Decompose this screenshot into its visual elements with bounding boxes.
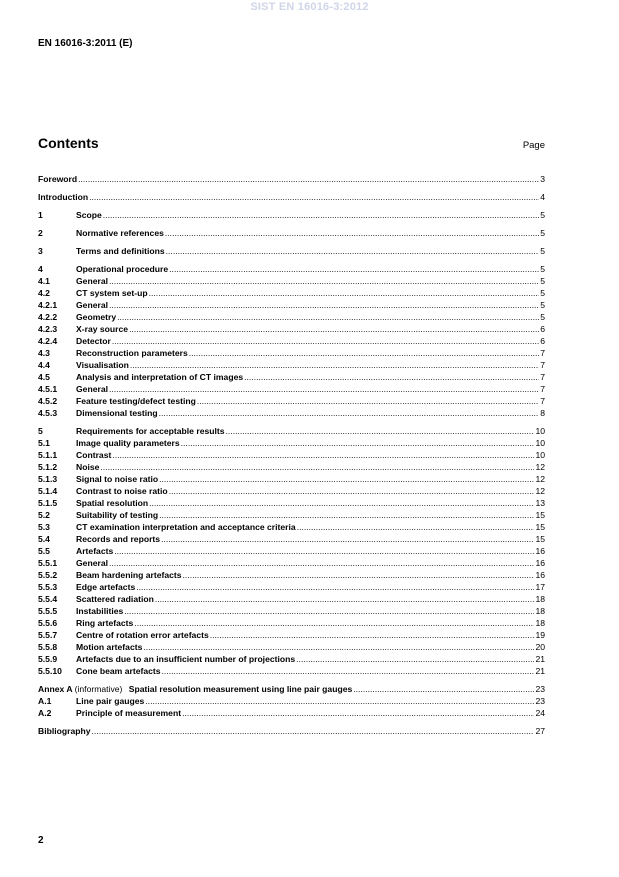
- toc-number: 5.3: [38, 522, 50, 532]
- toc-page: 15: [535, 510, 545, 520]
- toc-number: 4: [38, 264, 43, 274]
- toc-entry-1[interactable]: [38, 209, 545, 221]
- toc-leader-dots: [109, 383, 539, 395]
- toc-page: 18: [535, 594, 545, 604]
- toc-leader-dots: [297, 521, 535, 533]
- toc-title: Cone beam artefacts: [76, 666, 161, 676]
- document-id: EN 16016-3:2011 (E): [38, 38, 133, 49]
- toc-leader-dots: [112, 449, 534, 461]
- toc-page: 13: [535, 498, 545, 508]
- toc-title: Analysis and interpretation of CT images: [76, 372, 244, 382]
- toc-title: Line pair gauges: [76, 696, 145, 706]
- toc-page: 12: [535, 486, 545, 496]
- toc-number: 5.2: [38, 510, 50, 520]
- toc-page: 6: [540, 336, 545, 346]
- toc-entry-5-5-9[interactable]: [38, 653, 545, 665]
- toc-entry-5-2[interactable]: [38, 509, 545, 521]
- toc-number: 5.1: [38, 438, 50, 448]
- toc-leader-dots: [159, 407, 540, 419]
- toc-page: 27: [535, 726, 545, 736]
- toc-title: Signal to noise ratio: [76, 474, 159, 484]
- toc-entry-5-5-5[interactable]: [38, 605, 545, 617]
- toc-leader-dots: [161, 533, 534, 545]
- toc-number: 4.2: [38, 288, 50, 298]
- toc-number: 5.1.5: [38, 498, 58, 508]
- toc-entry-foreword[interactable]: [38, 173, 545, 185]
- toc-entry-a-1[interactable]: [38, 695, 545, 707]
- toc-number: 4.5.1: [38, 384, 58, 394]
- toc-number: 1: [38, 210, 43, 220]
- toc-page: 7: [540, 372, 545, 382]
- toc-leader-dots: [159, 509, 534, 521]
- toc-number: 5.5.7: [38, 630, 58, 640]
- toc-entry-5-5-8[interactable]: [38, 641, 545, 653]
- toc-page: 18: [535, 606, 545, 616]
- toc-entry-5-1-5[interactable]: [38, 497, 545, 509]
- toc-page: 5: [540, 210, 545, 220]
- toc-number: 4.2.2: [38, 312, 58, 322]
- toc-entry-4-2[interactable]: [38, 287, 545, 299]
- toc-title: Image quality parameters: [76, 438, 180, 448]
- toc-page: 8: [540, 408, 545, 418]
- toc-entry-bibliography[interactable]: [38, 725, 545, 737]
- toc-number: 5: [38, 426, 43, 436]
- toc-title: Requirements for acceptable results: [76, 426, 225, 436]
- toc-entry-4-1[interactable]: [38, 275, 545, 287]
- toc-number: 5.1.3: [38, 474, 58, 484]
- toc-page: 5: [540, 246, 545, 256]
- toc-entry-5-1[interactable]: [38, 437, 545, 449]
- toc-page: 5: [540, 276, 545, 286]
- toc-number: 5.5.8: [38, 642, 58, 652]
- toc-page: 5: [540, 312, 545, 322]
- toc-leader-dots: [145, 695, 534, 707]
- toc-entry-4-5-3[interactable]: [38, 407, 545, 419]
- toc-page: 23: [535, 696, 545, 706]
- toc-page: 16: [535, 558, 545, 568]
- toc-number: 4.1: [38, 276, 50, 286]
- toc-page: 5: [540, 264, 545, 274]
- toc-entry-5-5-10[interactable]: [38, 665, 545, 677]
- toc-title: Spatial resolution: [76, 498, 149, 508]
- toc-title: Ring artefacts: [76, 618, 134, 628]
- toc-leader-dots: [159, 473, 534, 485]
- toc-title: X-ray source: [76, 324, 129, 334]
- toc-title: Beam hardening artefacts: [76, 570, 182, 580]
- toc-title: Motion artefacts: [76, 642, 143, 652]
- toc-title: Detector: [76, 336, 111, 346]
- toc-entry-5-5-3[interactable]: [38, 581, 545, 593]
- toc-number: 4.5.3: [38, 408, 58, 418]
- toc-leader-dots: [89, 191, 539, 203]
- toc-title: Contrast to noise ratio: [76, 486, 168, 496]
- toc-number: 5.5: [38, 546, 50, 556]
- toc-leader-dots: [155, 593, 535, 605]
- toc-page: 19: [535, 630, 545, 640]
- toc-title: Principle of measurement: [76, 708, 182, 718]
- toc-leader-dots: [109, 275, 539, 287]
- toc-page: 21: [535, 654, 545, 664]
- toc-number: 5.1.1: [38, 450, 58, 460]
- toc-leader-dots: [182, 707, 534, 719]
- toc-leader-dots: [296, 653, 534, 665]
- toc-entry-a-2[interactable]: [38, 707, 545, 719]
- toc-title: Bibliography: [38, 726, 91, 736]
- toc-leader-dots: [100, 461, 534, 473]
- toc-entry-5-1-4[interactable]: [38, 485, 545, 497]
- toc-leader-dots: [183, 569, 535, 581]
- toc-number: A.1: [38, 696, 52, 706]
- toc-page: 16: [535, 546, 545, 556]
- toc-number: 5.4: [38, 534, 50, 544]
- toc-number: 3: [38, 246, 43, 256]
- toc-page: 24: [535, 708, 545, 718]
- toc-entry-5[interactable]: [38, 425, 545, 437]
- toc-leader-dots: [169, 263, 539, 275]
- toc-entry-4-5-2[interactable]: [38, 395, 545, 407]
- toc-page: 7: [540, 384, 545, 394]
- toc-entry-5-4[interactable]: [38, 533, 545, 545]
- toc-page: 23: [535, 684, 545, 694]
- toc-leader-dots: [210, 629, 535, 641]
- toc-number: 4.5: [38, 372, 50, 382]
- toc-number: 5.1.4: [38, 486, 58, 496]
- page-column-label: Page: [522, 140, 545, 151]
- toc-title: Scattered radiation: [76, 594, 154, 604]
- toc-title: Terms and definitions: [76, 246, 165, 256]
- toc-entry-4[interactable]: [38, 263, 545, 275]
- toc-page: 5: [540, 288, 545, 298]
- toc-leader-dots: [109, 299, 539, 311]
- page-number: 2: [38, 835, 44, 846]
- toc-number: A.2: [38, 708, 52, 718]
- toc-title: Scope: [76, 210, 102, 220]
- toc-title: Foreword: [38, 174, 78, 184]
- toc-entry-5-5-1[interactable]: [38, 557, 545, 569]
- toc-title: Records and reports: [76, 534, 161, 544]
- toc-title: General: [76, 558, 109, 568]
- toc-page: 21: [535, 666, 545, 676]
- toc-leader-dots: [114, 545, 534, 557]
- toc-entry-2[interactable]: [38, 227, 545, 239]
- toc-leader-dots: [112, 335, 539, 347]
- toc-leader-dots: [124, 605, 534, 617]
- toc-number: 5.5.9: [38, 654, 58, 664]
- toc-title: Geometry: [76, 312, 117, 322]
- toc-number: 2: [38, 228, 43, 238]
- toc-title: Contrast: [76, 450, 112, 460]
- toc-title: Suitability of testing: [76, 510, 159, 520]
- toc-leader-dots: [162, 665, 535, 677]
- toc-page: 5: [540, 300, 545, 310]
- toc-leader-dots: [353, 683, 534, 695]
- toc-page: 18: [535, 618, 545, 628]
- annex-title: Spatial resolution measurement using line pair gauges: [128, 684, 353, 694]
- toc-title: Reconstruction parameters: [76, 348, 188, 358]
- watermark: SIST EN 16016-3:2012: [250, 1, 369, 13]
- toc-entry-4-4[interactable]: [38, 359, 545, 371]
- toc-page: 4: [540, 192, 545, 202]
- toc-leader-dots: [136, 581, 534, 593]
- annex-label: Annex A: [38, 684, 73, 694]
- toc-leader-dots: [149, 287, 540, 299]
- toc-entry-5-1-2[interactable]: [38, 461, 545, 473]
- toc-entry-4-2-2[interactable]: [38, 311, 545, 323]
- toc-entry-5-5[interactable]: [38, 545, 545, 557]
- toc-page: 12: [535, 474, 545, 484]
- toc-entry-4-2-1[interactable]: [38, 299, 545, 311]
- toc-title: CT examination interpretation and acceptance criteria: [76, 522, 296, 532]
- toc-number: 5.5.10: [38, 666, 62, 676]
- toc-entry-4-2-3[interactable]: [38, 323, 545, 335]
- toc-page: 6: [540, 324, 545, 334]
- toc-entry-4-5[interactable]: [38, 371, 545, 383]
- toc-page: 5: [540, 228, 545, 238]
- toc-title: General: [76, 384, 109, 394]
- toc-leader-dots: [149, 497, 534, 509]
- toc-page: 17: [535, 582, 545, 592]
- toc-entry-3[interactable]: [38, 245, 545, 257]
- toc-entry-5-5-7[interactable]: [38, 629, 545, 641]
- toc-title: Instabilities: [76, 606, 124, 616]
- toc-number: 5.5.1: [38, 558, 58, 568]
- toc-page: 3: [540, 174, 545, 184]
- toc-page: 10: [535, 438, 545, 448]
- toc-title: Artefacts: [76, 546, 114, 556]
- toc-page: 16: [535, 570, 545, 580]
- toc-leader-dots: [189, 347, 539, 359]
- toc-title: CT system set-up: [76, 288, 148, 298]
- toc-leader-dots: [109, 557, 534, 569]
- toc-page: 10: [535, 426, 545, 436]
- toc-leader-dots: [130, 359, 539, 371]
- toc-leader-dots: [143, 641, 534, 653]
- toc-leader-dots: [117, 311, 539, 323]
- toc-number: 5.1.2: [38, 462, 58, 472]
- toc-page: 7: [540, 396, 545, 406]
- toc-page: 15: [535, 534, 545, 544]
- annex-note: (informative): [74, 684, 123, 694]
- toc-number: 5.5.5: [38, 606, 58, 616]
- toc-title: Introduction: [38, 192, 89, 202]
- toc-entry-5-5-4[interactable]: [38, 593, 545, 605]
- table-of-contents: [38, 173, 545, 737]
- toc-leader-dots: [169, 485, 535, 497]
- toc-title: Centre of rotation error artefacts: [76, 630, 209, 640]
- toc-number: 5.5.3: [38, 582, 58, 592]
- toc-entry-annex-a[interactable]: [38, 683, 545, 695]
- toc-entry-5-5-2[interactable]: [38, 569, 545, 581]
- toc-entry-5-3[interactable]: [38, 521, 545, 533]
- toc-number: 4.2.3: [38, 324, 58, 334]
- toc-title: Noise: [76, 462, 100, 472]
- toc-number: 5.5.4: [38, 594, 58, 604]
- toc-entry-introduction[interactable]: [38, 191, 545, 203]
- toc-leader-dots: [244, 371, 539, 383]
- toc-title: Artefacts due to an insufficient number of projections: [76, 654, 296, 664]
- toc-page: 7: [540, 348, 545, 358]
- contents-heading: Contents: [38, 135, 99, 151]
- toc-title: Visualisation: [76, 360, 129, 370]
- toc-title: General: [76, 276, 109, 286]
- toc-leader-dots: [166, 245, 540, 257]
- toc-number: 4.2.1: [38, 300, 58, 310]
- toc-title: General: [76, 300, 109, 310]
- toc-page: 7: [540, 360, 545, 370]
- toc-title: Normative references: [76, 228, 164, 238]
- toc-entry-4-3[interactable]: [38, 347, 545, 359]
- toc-entry-5-1-3[interactable]: [38, 473, 545, 485]
- toc-title: Dimensional testing: [76, 408, 158, 418]
- toc-title: Operational procedure: [76, 264, 169, 274]
- toc-number: 5.5.2: [38, 570, 58, 580]
- toc-title: [38, 683, 352, 695]
- toc-number: 4.5.2: [38, 396, 58, 406]
- toc-title: Feature testing/defect testing: [76, 396, 196, 406]
- toc-entry-5-5-6[interactable]: [38, 617, 545, 629]
- toc-entry-5-1-1[interactable]: [38, 449, 545, 461]
- toc-number: 5.5.6: [38, 618, 58, 628]
- toc-number: 4.4: [38, 360, 50, 370]
- toc-leader-dots: [78, 173, 539, 185]
- toc-page: 15: [535, 522, 545, 532]
- toc-leader-dots: [134, 617, 534, 629]
- toc-leader-dots: [129, 323, 539, 335]
- toc-title: Edge artefacts: [76, 582, 136, 592]
- toc-leader-dots: [103, 209, 539, 221]
- toc-page: 12: [535, 462, 545, 472]
- toc-leader-dots: [197, 395, 539, 407]
- toc-leader-dots: [226, 425, 535, 437]
- toc-number: 4.3: [38, 348, 50, 358]
- toc-leader-dots: [92, 725, 535, 737]
- toc-page: 10: [535, 450, 545, 460]
- toc-page: 20: [535, 642, 545, 652]
- toc-leader-dots: [181, 437, 535, 449]
- toc-entry-4-2-4[interactable]: [38, 335, 545, 347]
- toc-leader-dots: [165, 227, 539, 239]
- toc-entry-4-5-1[interactable]: [38, 383, 545, 395]
- toc-number: 4.2.4: [38, 336, 58, 346]
